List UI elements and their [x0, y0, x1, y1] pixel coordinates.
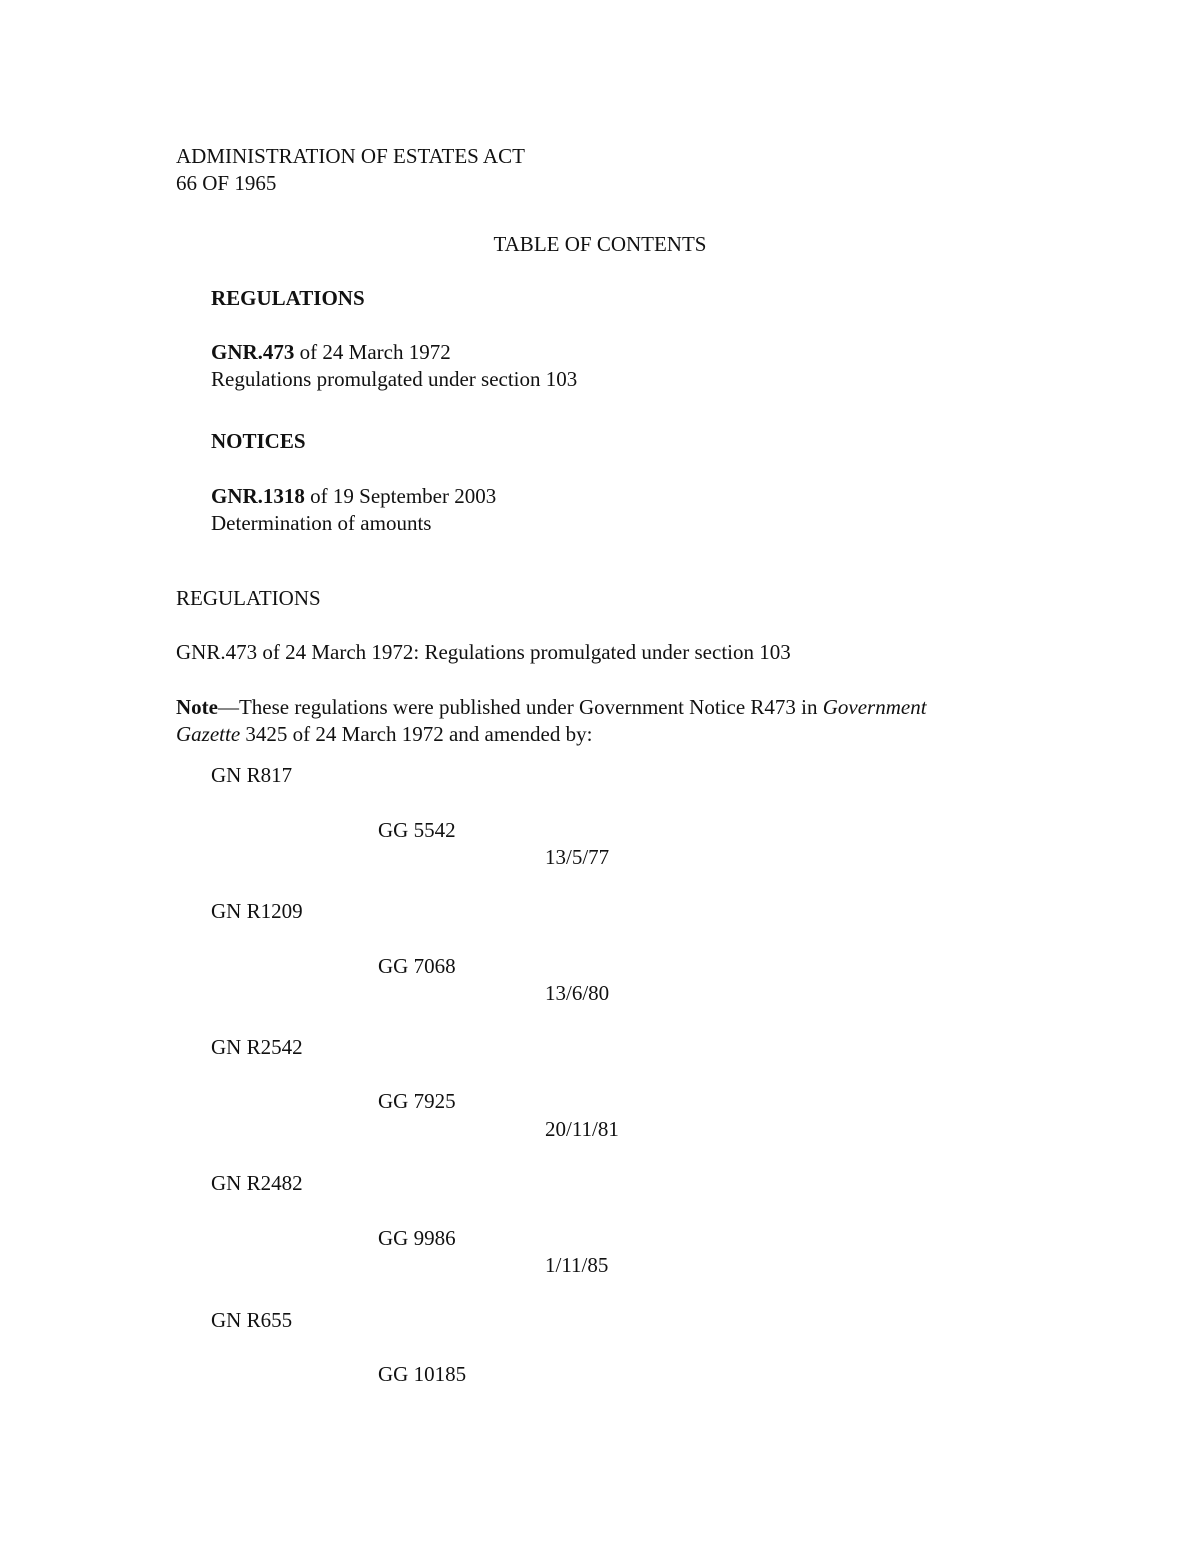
- amendment-gg: GG 7068: [378, 954, 456, 978]
- amendment-date: 20/11/81: [545, 1117, 619, 1141]
- toc-regulation-ref: GNR.473: [211, 340, 295, 364]
- note-italic-1: Government: [822, 695, 927, 719]
- amendment-gg: GG 10185: [378, 1362, 467, 1386]
- note-text-1: —These regulations were published under Government Notice R473 in: [217, 695, 823, 719]
- amendment-gn: GN R817: [211, 763, 293, 787]
- toc-heading: TABLE OF CONTENTS: [493, 232, 707, 256]
- toc-notice-date: of 19 September 2003: [304, 484, 497, 508]
- amendment-gn: GN R1209: [211, 899, 303, 923]
- amendment-date: 13/6/80: [545, 981, 610, 1005]
- amendment-gg: GG 7925: [378, 1089, 456, 1113]
- regulations-section-heading: REGULATIONS: [176, 586, 321, 610]
- note-line-1: [176, 694, 927, 721]
- amendment-date: 13/5/77: [545, 845, 610, 869]
- toc-regulation-description: Regulations promulgated under section 103: [211, 367, 578, 391]
- toc-notice-entry[interactable]: [211, 483, 496, 510]
- amendment-gn: GN R655: [211, 1308, 293, 1332]
- amendment-gn: GN R2542: [211, 1035, 303, 1059]
- amendment-date: 1/11/85: [545, 1253, 609, 1277]
- amendment-gg: GG 9986: [378, 1226, 456, 1250]
- toc-regulations-heading: REGULATIONS: [211, 286, 365, 310]
- toc-notice-description: Determination of amounts: [211, 511, 432, 535]
- note-label: Note: [176, 695, 218, 719]
- regulation-title: GNR.473 of 24 March 1972: Regulations promulgated under section 103: [176, 640, 791, 664]
- toc-regulation-date: of 24 March 1972: [294, 340, 451, 364]
- amendment-gn: GN R2482: [211, 1171, 303, 1195]
- note-text-2: 3425 of 24 March 1972 and amended by:: [240, 722, 593, 746]
- toc-notices-heading: NOTICES: [211, 429, 306, 453]
- act-number: 66 OF 1965: [176, 171, 277, 195]
- note-line-2: [176, 721, 592, 748]
- amendment-gg: GG 5542: [378, 818, 456, 842]
- act-title: ADMINISTRATION OF ESTATES ACT: [176, 144, 525, 168]
- toc-notice-ref: GNR.1318: [211, 484, 305, 508]
- note-italic-2: Gazette: [176, 722, 241, 746]
- toc-regulation-entry[interactable]: [211, 339, 451, 366]
